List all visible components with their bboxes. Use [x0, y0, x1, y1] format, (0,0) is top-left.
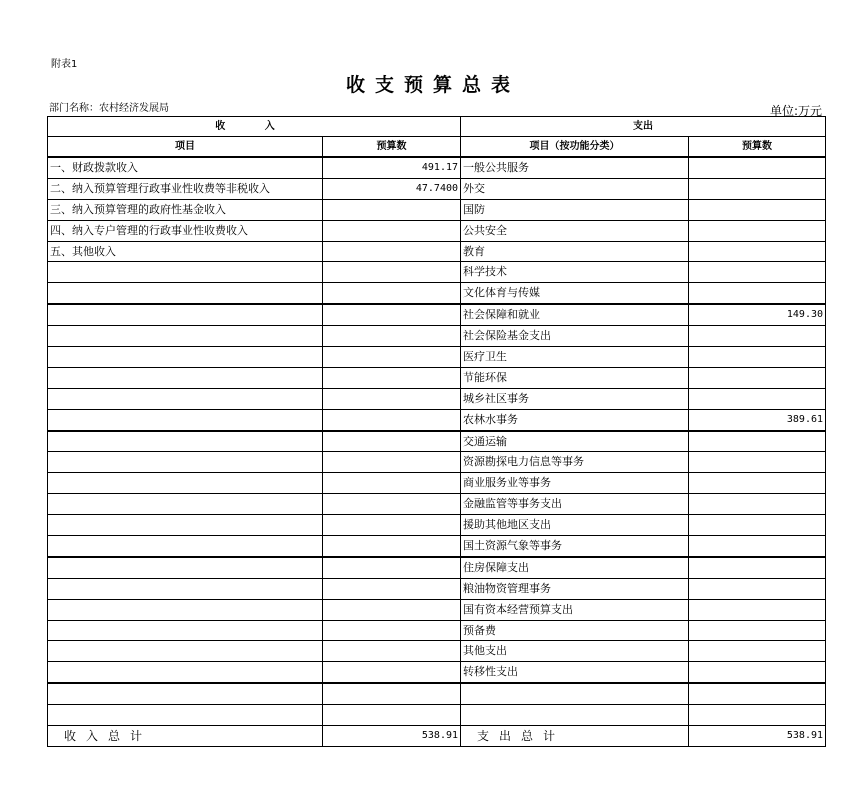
- table-row: [48, 599, 826, 620]
- table-row: [48, 705, 826, 726]
- income-amount-cell: [323, 409, 461, 430]
- income-amount-cell: [323, 473, 461, 494]
- budget-table: [47, 116, 826, 747]
- expense-total-amount: 538.91: [689, 726, 826, 747]
- expense-item-cell: 国防: [461, 199, 689, 220]
- expense-amount-cell: [689, 473, 826, 494]
- income-amount-cell: [323, 347, 461, 368]
- income-amount-cell: [323, 326, 461, 347]
- expense-amount-cell: [689, 157, 826, 178]
- income-item-cell: 五、其他收入: [48, 241, 323, 262]
- income-amount-cell: [323, 662, 461, 683]
- expense-amount-cell: [689, 367, 826, 388]
- expense-amount-cell: [689, 705, 826, 726]
- income-item-cell: [48, 262, 323, 283]
- table-row: [48, 557, 826, 578]
- income-amount-cell: 491.17: [323, 157, 461, 178]
- expense-header: 支出: [461, 117, 826, 137]
- expense-amount-cell: [689, 326, 826, 347]
- expense-item-cell: 文化体育与传媒: [461, 283, 689, 304]
- expense-amount-cell: [689, 557, 826, 578]
- expense-amount-cell: [689, 662, 826, 683]
- expense-amount-cell: [689, 388, 826, 409]
- col-header-budget-expense: 预算数: [689, 137, 826, 158]
- expense-amount-cell: [689, 431, 826, 452]
- expense-amount-cell: [689, 178, 826, 199]
- income-amount-cell: [323, 220, 461, 241]
- table-row: [48, 683, 826, 704]
- table-row: [48, 367, 826, 388]
- expense-item-cell: 教育: [461, 241, 689, 262]
- expense-item-cell: 公共安全: [461, 220, 689, 241]
- income-item-cell: [48, 347, 323, 368]
- expense-amount-cell: [689, 199, 826, 220]
- income-amount-cell: [323, 304, 461, 325]
- income-item-cell: [48, 452, 323, 473]
- table-row: [48, 347, 826, 368]
- expense-amount-cell: [689, 641, 826, 662]
- income-item-cell: [48, 431, 323, 452]
- income-amount-cell: [323, 599, 461, 620]
- expense-item-cell: [461, 683, 689, 704]
- table-row: [48, 494, 826, 515]
- expense-amount-cell: [689, 536, 826, 557]
- table-row: [48, 578, 826, 599]
- total-row: [48, 726, 826, 747]
- col-header-item: 项目: [48, 137, 323, 158]
- expense-item-cell: 金融监管等事务支出: [461, 494, 689, 515]
- income-total-label: 收入总计: [48, 726, 323, 747]
- expense-item-cell: 转移性支出: [461, 662, 689, 683]
- income-amount-cell: [323, 705, 461, 726]
- income-item-cell: [48, 683, 323, 704]
- table-row: [48, 662, 826, 683]
- income-amount-cell: [323, 620, 461, 641]
- income-item-cell: [48, 304, 323, 325]
- expense-item-cell: 援助其他地区支出: [461, 515, 689, 536]
- income-item-cell: [48, 557, 323, 578]
- income-item-cell: [48, 367, 323, 388]
- expense-amount-cell: [689, 620, 826, 641]
- table-row: [48, 473, 826, 494]
- income-item-cell: 一、财政拨款收入: [48, 157, 323, 178]
- income-item-cell: [48, 536, 323, 557]
- table-row: [48, 199, 826, 220]
- expense-item-cell: 预备费: [461, 620, 689, 641]
- expense-amount-cell: [689, 494, 826, 515]
- attachment-label: 附表1: [51, 59, 78, 70]
- income-item-cell: 二、纳入预算管理行政事业性收费等非税收入: [48, 178, 323, 199]
- income-item-cell: 四、纳入专户管理的行政事业性收费收入: [48, 220, 323, 241]
- expense-amount-cell: [689, 578, 826, 599]
- income-amount-cell: 47.7400: [323, 178, 461, 199]
- expense-amount-cell: [689, 599, 826, 620]
- column-header-row: [48, 137, 826, 158]
- income-amount-cell: [323, 431, 461, 452]
- expense-item-cell: 交通运输: [461, 431, 689, 452]
- table-row: [48, 641, 826, 662]
- expense-item-cell: 农林水事务: [461, 409, 689, 430]
- expense-item-cell: 国有资本经营预算支出: [461, 599, 689, 620]
- expense-item-cell: 节能环保: [461, 367, 689, 388]
- income-item-cell: [48, 515, 323, 536]
- table-row: [48, 241, 826, 262]
- expense-total-label: 支出总计: [461, 726, 689, 747]
- income-amount-cell: [323, 536, 461, 557]
- expense-amount-cell: 389.61: [689, 409, 826, 430]
- table-row: [48, 304, 826, 325]
- table-row: [48, 262, 826, 283]
- income-amount-cell: [323, 388, 461, 409]
- expense-amount-cell: [689, 515, 826, 536]
- income-amount-cell: [323, 367, 461, 388]
- expense-amount-cell: [689, 220, 826, 241]
- income-item-cell: [48, 388, 323, 409]
- expense-amount-cell: [689, 347, 826, 368]
- expense-item-cell: 外交: [461, 178, 689, 199]
- expense-amount-cell: [689, 452, 826, 473]
- department-label: 部门名称：农村经济发展局: [49, 103, 169, 114]
- expense-item-cell: 城乡社区事务: [461, 388, 689, 409]
- income-amount-cell: [323, 515, 461, 536]
- income-item-cell: [48, 599, 323, 620]
- expense-item-cell: [461, 705, 689, 726]
- income-item-cell: 三、纳入预算管理的政府性基金收入: [48, 199, 323, 220]
- income-amount-cell: [323, 241, 461, 262]
- income-amount-cell: [323, 557, 461, 578]
- income-amount-cell: [323, 262, 461, 283]
- table-row: [48, 220, 826, 241]
- expense-amount-cell: [689, 283, 826, 304]
- expense-amount-cell: [689, 683, 826, 704]
- table-row: [48, 283, 826, 304]
- expense-item-cell: 社会保险基金支出: [461, 326, 689, 347]
- income-item-cell: [48, 705, 323, 726]
- income-header: 收 入: [48, 117, 461, 137]
- expense-amount-cell: [689, 241, 826, 262]
- income-amount-cell: [323, 199, 461, 220]
- table-row: [48, 388, 826, 409]
- table-row: [48, 178, 826, 199]
- expense-item-cell: 科学技术: [461, 262, 689, 283]
- expense-item-cell: 社会保障和就业: [461, 304, 689, 325]
- expense-item-cell: 商业服务业等事务: [461, 473, 689, 494]
- expense-amount-cell: [689, 262, 826, 283]
- income-item-cell: [48, 494, 323, 515]
- income-total-amount: 538.91: [323, 726, 461, 747]
- income-amount-cell: [323, 494, 461, 515]
- expense-item-cell: 其他支出: [461, 641, 689, 662]
- table-row: [48, 452, 826, 473]
- income-amount-cell: [323, 641, 461, 662]
- income-item-cell: [48, 620, 323, 641]
- income-item-cell: [48, 283, 323, 304]
- table-row: [48, 326, 826, 347]
- expense-item-cell: 医疗卫生: [461, 347, 689, 368]
- income-amount-cell: [323, 683, 461, 704]
- col-header-function: 项目（按功能分类）: [461, 137, 689, 158]
- table-row: [48, 536, 826, 557]
- expense-item-cell: 粮油物资管理事务: [461, 578, 689, 599]
- table-row: [48, 157, 826, 178]
- section-header-row: [48, 117, 826, 137]
- income-item-cell: [48, 326, 323, 347]
- expense-item-cell: 资源勘探电力信息等事务: [461, 452, 689, 473]
- expense-item-cell: 一般公共服务: [461, 157, 689, 178]
- income-item-cell: [48, 662, 323, 683]
- income-item-cell: [48, 578, 323, 599]
- income-item-cell: [48, 409, 323, 430]
- income-item-cell: [48, 473, 323, 494]
- expense-amount-cell: 149.30: [689, 304, 826, 325]
- table-row: [48, 515, 826, 536]
- page-title: 收支预算总表: [345, 74, 520, 96]
- expense-item-cell: 住房保障支出: [461, 557, 689, 578]
- unit-label: 单位:万元: [769, 104, 822, 118]
- table-row: [48, 620, 826, 641]
- income-amount-cell: [323, 452, 461, 473]
- expense-item-cell: 国土资源气象等事务: [461, 536, 689, 557]
- income-amount-cell: [323, 283, 461, 304]
- table-row: [48, 431, 826, 452]
- income-amount-cell: [323, 578, 461, 599]
- col-header-budget: 预算数: [323, 137, 461, 158]
- income-item-cell: [48, 641, 323, 662]
- table-row: [48, 409, 826, 430]
